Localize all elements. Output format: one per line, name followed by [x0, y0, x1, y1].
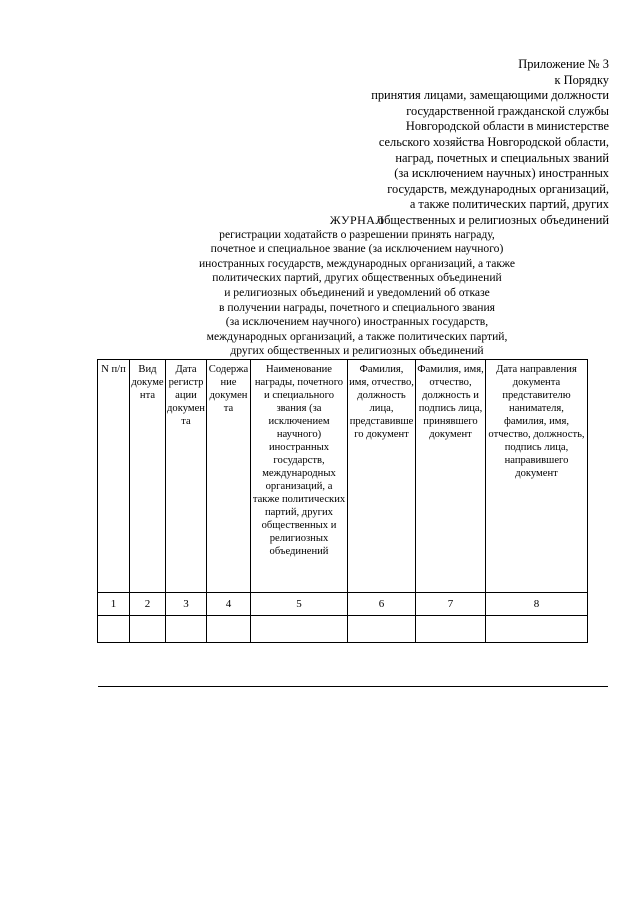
column-number: 6 — [348, 593, 416, 616]
appendix-line: а также политических партий, других — [409, 197, 609, 212]
table-empty-row — [98, 616, 588, 643]
column-header-registration-date: Дата регистрации документа — [166, 360, 207, 593]
appendix-line: принятия лицами, замещающими должности — [371, 88, 609, 103]
column-number: 4 — [207, 593, 251, 616]
column-number: 7 — [416, 593, 486, 616]
column-number: 1 — [98, 593, 130, 616]
appendix-line: наград, почетных и специальных званий — [395, 150, 609, 165]
column-header-forwarding: Дата направления документа представителю нанимателя, фамилия, имя, отчество, должность, подпись лица, направившего документ — [486, 360, 588, 593]
appendix-line: сельского хозяйства Новгородской области, — [378, 134, 609, 149]
horizontal-divider — [98, 686, 608, 687]
empty-cell — [98, 616, 130, 643]
appendix-line: к Порядку — [554, 72, 609, 87]
journal-subtitle-line: политических партий, других общественных объединений — [212, 271, 502, 285]
table-header-row — [98, 360, 588, 593]
appendix-line: Приложение № 3 — [518, 57, 609, 71]
column-header-document-content: Содержание документа — [207, 360, 251, 593]
empty-cell — [416, 616, 486, 643]
column-header-receiver: Фамилия, имя, отчество, должность и подпись лица, принявшего документ — [416, 360, 486, 593]
journal-subtitle-line: других общественных и религиозных объединений — [230, 344, 484, 358]
journal-subtitle-line: международных организаций, а также политических партий, — [206, 329, 508, 343]
journal-subtitle-line: регистрации ходатайств о разрешении принять награду, — [219, 227, 495, 241]
appendix-line: государственной гражданской службы — [406, 103, 609, 118]
column-header-document-type: Вид документа — [130, 360, 166, 593]
journal-subtitle-line: иностранных государств, международных организаций, а также — [198, 256, 516, 270]
journal-title: ЖУРНАЛ — [329, 213, 385, 227]
empty-cell — [166, 616, 207, 643]
empty-cell — [207, 616, 251, 643]
empty-cell — [348, 616, 416, 643]
empty-cell — [130, 616, 166, 643]
column-header-number: N п/п — [98, 360, 130, 593]
journal-heading — [150, 213, 564, 359]
column-header-submitter: Фамилия, имя, отчество, должность лица, представившего документ — [348, 360, 416, 593]
empty-cell — [486, 616, 588, 643]
column-number: 5 — [251, 593, 348, 616]
journal-subtitle-line: (за исключением научного) иностранных государств, — [225, 315, 489, 329]
column-header-award-name: Наименование награды, почетного и специального звания (за исключением научного) иностранных государств, международных организаций, а также политических партий, других общественных и религиозных объединений — [251, 360, 348, 593]
empty-cell — [251, 616, 348, 643]
appendix-line: государств, международных организаций, — [387, 181, 609, 196]
column-number: 3 — [166, 593, 207, 616]
table-numbering-row — [98, 593, 588, 616]
journal-subtitle-line: в получении награды, почетного и специального звания — [218, 300, 495, 314]
appendix-line: Новгородской области в министерстве — [405, 119, 609, 134]
column-number: 2 — [130, 593, 166, 616]
registration-table — [97, 359, 588, 643]
appendix-block — [309, 57, 609, 229]
column-number: 8 — [486, 593, 588, 616]
appendix-line: общественных и религиозных объединений — [377, 212, 609, 227]
appendix-line: (за исключением научных) иностранных — [394, 166, 609, 181]
journal-subtitle-line: почетное и специальное звание (за исключением научного) — [210, 242, 504, 256]
journal-subtitle-line: и религиозных объединений и уведомлений об отказе — [224, 285, 490, 299]
